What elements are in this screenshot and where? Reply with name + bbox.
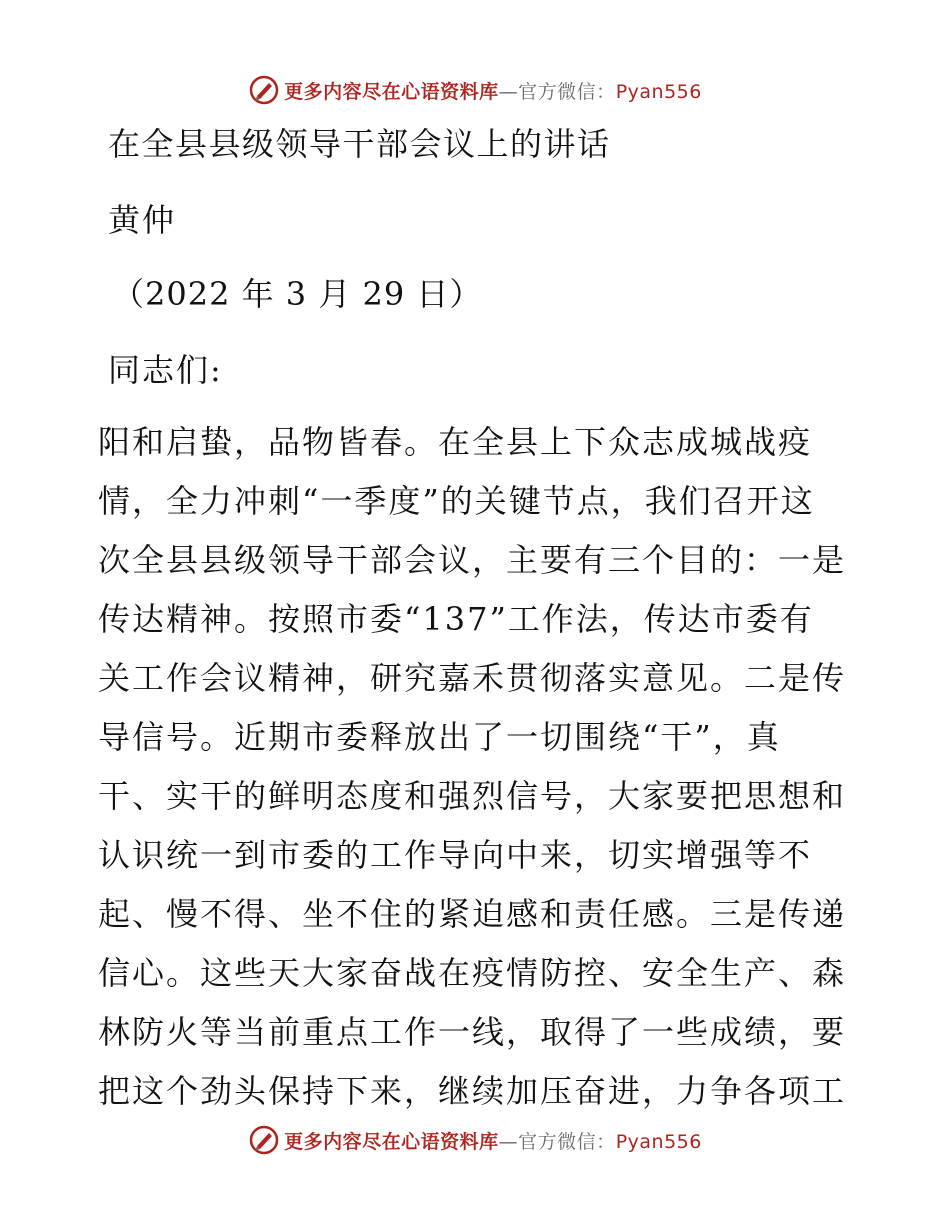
body-line: 把这个劲头保持下来，继续加压奋进，力争各项工 xyxy=(98,1072,847,1110)
watermark-sub-text: 官方微信： xyxy=(518,80,616,103)
body-line: 信心。这些天大家奋战在疫情防控、安全生产、森 xyxy=(98,954,847,992)
document-date: （2022 年 3 月 29 日） xyxy=(112,275,483,313)
watermark-wechat-id: Pyan556 xyxy=(615,80,702,103)
body-line: 林防火等当前重点工作一线，取得了一些成绩，要 xyxy=(98,1013,847,1051)
body-line: 关工作会议精神，研究嘉禾贯彻落实意见。二是传 xyxy=(98,659,847,697)
document-greeting: 同志们: xyxy=(108,351,223,389)
pen-circle-logo-icon xyxy=(248,1124,280,1156)
watermark-banner-bottom xyxy=(0,1120,950,1160)
watermark-banner-top xyxy=(0,70,950,110)
watermark-separator: — xyxy=(498,1130,519,1153)
watermark-sub-text: 官方微信： xyxy=(518,1130,616,1153)
body-line: 情，全力冲刺“一季度”的关键节点，我们召开这 xyxy=(98,482,815,520)
document-author: 黄仲 xyxy=(108,201,177,239)
body-line: 传达精神。按照市委“137”工作法，传达市委有 xyxy=(98,600,814,638)
body-line: 起、慢不得、坐不住的紧迫感和责任感。三是传递 xyxy=(98,895,847,933)
watermark-separator: — xyxy=(498,80,519,103)
body-line: 阳和启蛰，品物皆春。在全县上下众志成城战疫 xyxy=(98,423,813,461)
body-line: 干、实干的鲜明态度和强烈信号，大家要把思想和 xyxy=(98,777,847,815)
document-title: 在全县县级领导干部会议上的讲话 xyxy=(108,125,611,163)
body-line: 导信号。近期市委释放出了一切围绕“干”，真 xyxy=(98,718,781,756)
body-line: 次全县县级领导干部会议，主要有三个目的：一是 xyxy=(98,541,847,579)
watermark-wechat-id: Pyan556 xyxy=(615,1130,702,1153)
pen-circle-logo-icon xyxy=(248,74,280,106)
body-line: 认识统一到市委的工作导向中来，切实增强等不 xyxy=(98,836,813,874)
watermark-main-text: 更多内容尽在心语资料库 xyxy=(284,80,499,103)
watermark-main-text: 更多内容尽在心语资料库 xyxy=(284,1130,499,1153)
